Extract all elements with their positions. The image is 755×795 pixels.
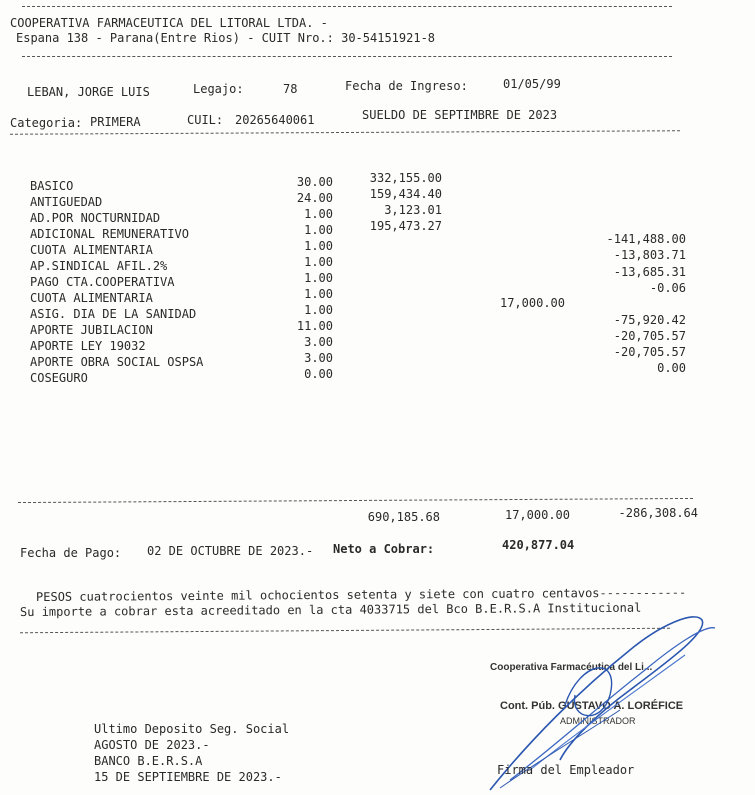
qty-cell: 0.00 <box>304 367 333 381</box>
qty-cell: 30.00 <box>296 175 333 189</box>
fecha-pago-value: 02 DE OCTUBRE DE 2023.- <box>147 544 314 558</box>
desc-cell: -141,488.00 <box>606 232 686 246</box>
concept-row: ANTIGUEDAD <box>30 195 103 209</box>
cuil-label: CUIL: <box>187 113 224 127</box>
desc-cell: -13,803.71 <box>613 248 686 262</box>
ingreso-label: Fecha de Ingreso: <box>345 79 468 93</box>
company-name: COOPERATIVA FARMACEUTICA DEL LITORAL LTDA. - <box>10 16 328 30</box>
qty-cell: 24.00 <box>296 191 333 205</box>
concept-row: AD.POR NOCTURNIDAD <box>30 211 161 225</box>
deposit-line: BANCO B.E.R.S.A <box>94 754 203 768</box>
total-no-rem: 17,000.00 <box>504 508 570 522</box>
account-info: Su importe a cobrar esta acreeditado en la cta 4033715 del Bco B.E.R.S.A Institucional <box>19 600 642 619</box>
desc-cell: -75,920.42 <box>613 313 686 327</box>
desc-cell: 0.00 <box>657 361 686 375</box>
legajo-value: 78 <box>283 82 298 96</box>
info-dash <box>10 130 680 135</box>
desc-cell: -20,705.57 <box>613 345 686 359</box>
legajo-label: Legajo: <box>193 82 244 96</box>
haberes-cell: 195,473.27 <box>369 219 442 233</box>
deposit-line: Ultimo Deposito Seg. Social <box>94 722 290 736</box>
concept-row: AP.SINDICAL AFIL.2% <box>30 259 168 273</box>
categoria-label: Categoria: <box>10 116 83 130</box>
concept-row: COSEGURO <box>30 371 88 385</box>
signature-label: Firma del Empleador <box>497 763 635 777</box>
desc-cell: -13,685.31 <box>613 265 686 279</box>
concept-row: PAGO CTA.COOPERATIVA <box>30 275 175 289</box>
header-dash <box>22 56 672 57</box>
employee-name: LEBAN, JORGE LUIS <box>27 85 150 99</box>
concept-row: APORTE LEY 19032 <box>30 339 146 353</box>
total-desc: -286,308.64 <box>618 506 698 520</box>
haberes-cell: 159,434.40 <box>369 187 442 201</box>
period-title: SUELDO DE SEPTIMBRE DE 2023 <box>362 108 558 122</box>
qty-cell: 1.00 <box>304 207 333 221</box>
haberes-cell: 3,123.01 <box>384 203 442 217</box>
categoria-value: PRIMERA <box>90 115 141 129</box>
qty-cell: 11.00 <box>296 319 333 333</box>
qty-cell: 1.00 <box>304 239 333 253</box>
ingreso-value: 01/05/99 <box>503 77 561 91</box>
fecha-pago-label: Fecha de Pago: <box>20 546 122 560</box>
company-address: Espana 138 - Parana(Entre Rios) - CUIT Nro.: 30-54151921-8 <box>16 31 436 45</box>
desc-cell: -0.06 <box>649 281 686 295</box>
concept-row: CUOTA ALIMENTARIA <box>30 291 153 305</box>
cuil-value: 20265640061 <box>235 113 315 127</box>
concept-row: APORTE OBRA SOCIAL OSPSA <box>30 355 204 369</box>
totals-dash <box>18 498 693 503</box>
qty-cell: 1.00 <box>304 255 333 269</box>
amount-in-words: PESOS cuatrocientos veinte mil ochocientos setenta y siete con cuatro centavos------------ <box>35 585 687 604</box>
concept-row: APORTE JUBILACION <box>30 323 153 337</box>
stamp-name: Cont. Púb. GUSTAVO A. LORÉFICE <box>500 700 684 712</box>
neto-label: Neto a Cobrar: <box>333 542 435 556</box>
no-rem-cell: 17,000.00 <box>499 296 565 310</box>
haberes-cell: 332,155.00 <box>369 171 442 185</box>
total-haberes: 690,185.68 <box>367 510 440 524</box>
deposit-line: 15 DE SEPTIEMBRE DE 2023.- <box>94 770 282 784</box>
top-dash <box>22 6 672 7</box>
qty-cell: 1.00 <box>304 287 333 301</box>
desc-cell: -20,705.57 <box>613 329 686 343</box>
concept-row: ASIG. DIA DE LA SANIDAD <box>30 307 197 321</box>
qty-cell: 1.00 <box>304 271 333 285</box>
stamp-coop: Cooperativa Farmacéutica del Li... <box>490 662 653 673</box>
qty-cell: 1.00 <box>304 223 333 237</box>
concept-row: BASICO <box>30 179 74 193</box>
concept-row: ADICIONAL REMUNERATIVO <box>30 227 189 241</box>
concept-row: CUOTA ALIMENTARIA <box>30 243 153 257</box>
deposit-line: AGOSTO DE 2023.- <box>94 738 210 752</box>
qty-cell: 3.00 <box>304 351 333 365</box>
qty-cell: 1.00 <box>304 303 333 317</box>
stamp-role: ADMINISTRADOR <box>560 716 636 726</box>
neto-value: 420,877.04 <box>502 538 575 552</box>
qty-cell: 3.00 <box>304 335 333 349</box>
